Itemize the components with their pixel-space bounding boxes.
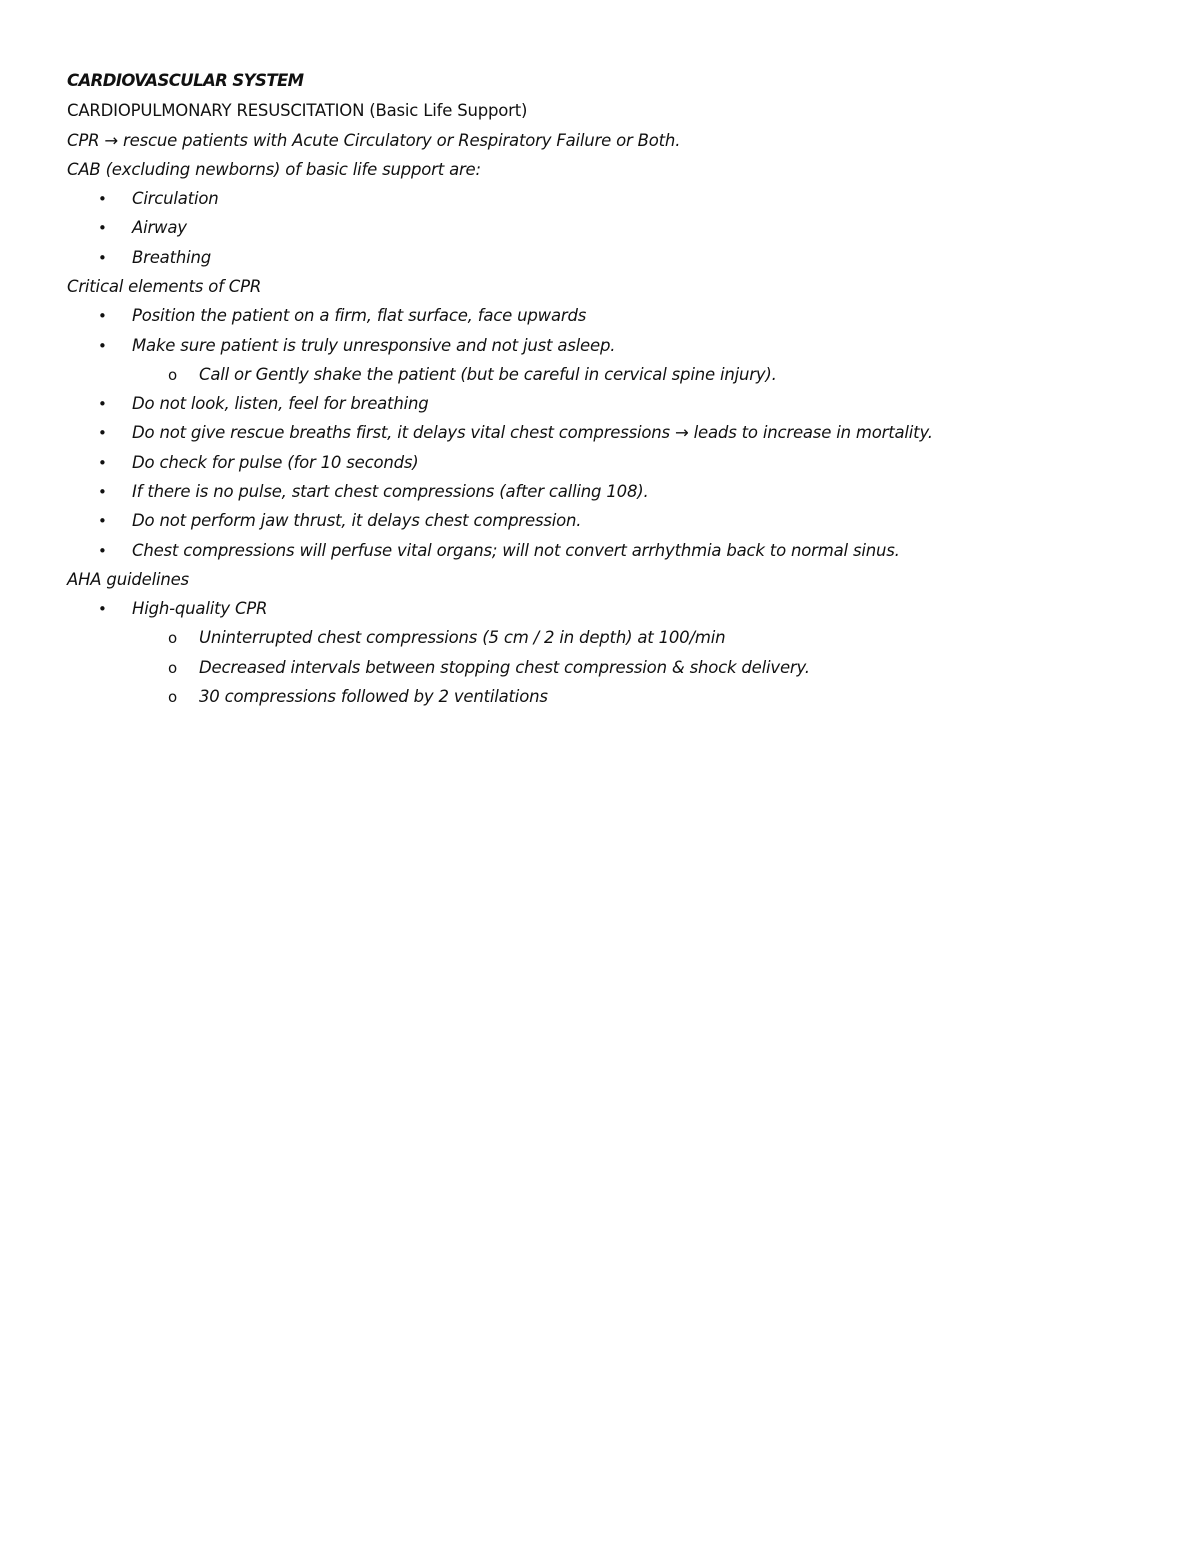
bullet-icon: •	[98, 249, 107, 267]
list-item-text: Circulation	[132, 189, 219, 208]
list-item-text: If there is no pulse, start chest compressions (after calling 108).	[132, 482, 649, 501]
bullet-icon: •	[98, 307, 107, 325]
list-item-text: Airway	[132, 218, 187, 237]
bullet-icon: •	[98, 337, 107, 355]
list-item-text: Breathing	[132, 248, 212, 267]
bullet-icon: •	[98, 600, 107, 618]
list-item-text: Do not look, listen, feel for breathing	[132, 394, 429, 413]
bullet-icon: •	[98, 219, 107, 237]
cpr-definition: CPR → rescue patients with Acute Circulatory or Respiratory Failure or Both.	[67, 131, 681, 150]
cab-intro: CAB (excluding newborns) of basic life support are:	[67, 160, 481, 179]
sub-bullet-icon: o	[168, 688, 177, 706]
list-item-text: Do not perform jaw thrust, it delays chest compression.	[132, 511, 582, 530]
bullet-icon: •	[98, 483, 107, 501]
list-item-text: High-quality CPR	[132, 599, 268, 618]
bullet-icon: •	[98, 512, 107, 530]
bullet-icon: •	[98, 190, 107, 208]
sub-bullet-icon: o	[168, 629, 177, 647]
list-item-text: Make sure patient is truly unresponsive and not just asleep.	[132, 336, 616, 355]
bullet-icon: •	[98, 454, 107, 472]
sub-bullet-icon: o	[168, 366, 177, 384]
critical-heading: Critical elements of CPR	[67, 277, 262, 296]
document-title: CARDIOVASCULAR SYSTEM	[67, 71, 304, 90]
list-item-text: Position the patient on a firm, flat surface, face upwards	[132, 306, 587, 325]
sub-bullet-icon: o	[168, 659, 177, 677]
list-item-text: Chest compressions will perfuse vital organs; will not convert arrhythmia back to normal sinus.	[132, 541, 900, 560]
list-item-text: Do not give rescue breaths first, it delays vital chest compressions → leads to increase in mortality.	[132, 423, 933, 442]
section-subtitle: CARDIOPULMONARY RESUSCITATION (Basic Life Support)	[67, 101, 528, 120]
sub-list-item-text: Decreased intervals between stopping chest compression & shock delivery.	[199, 658, 810, 677]
aha-heading: AHA guidelines	[67, 570, 189, 589]
sub-list-item-text: Call or Gently shake the patient (but be careful in cervical spine injury).	[199, 365, 777, 384]
sub-list-item-text: 30 compressions followed by 2 ventilations	[199, 687, 548, 706]
list-item-text: Do check for pulse (for 10 seconds)	[132, 453, 419, 472]
bullet-icon: •	[98, 542, 107, 560]
sub-list-item-text: Uninterrupted chest compressions (5 cm / 2 in depth) at 100/min	[199, 628, 726, 647]
bullet-icon: •	[98, 424, 107, 442]
bullet-icon: •	[98, 395, 107, 413]
